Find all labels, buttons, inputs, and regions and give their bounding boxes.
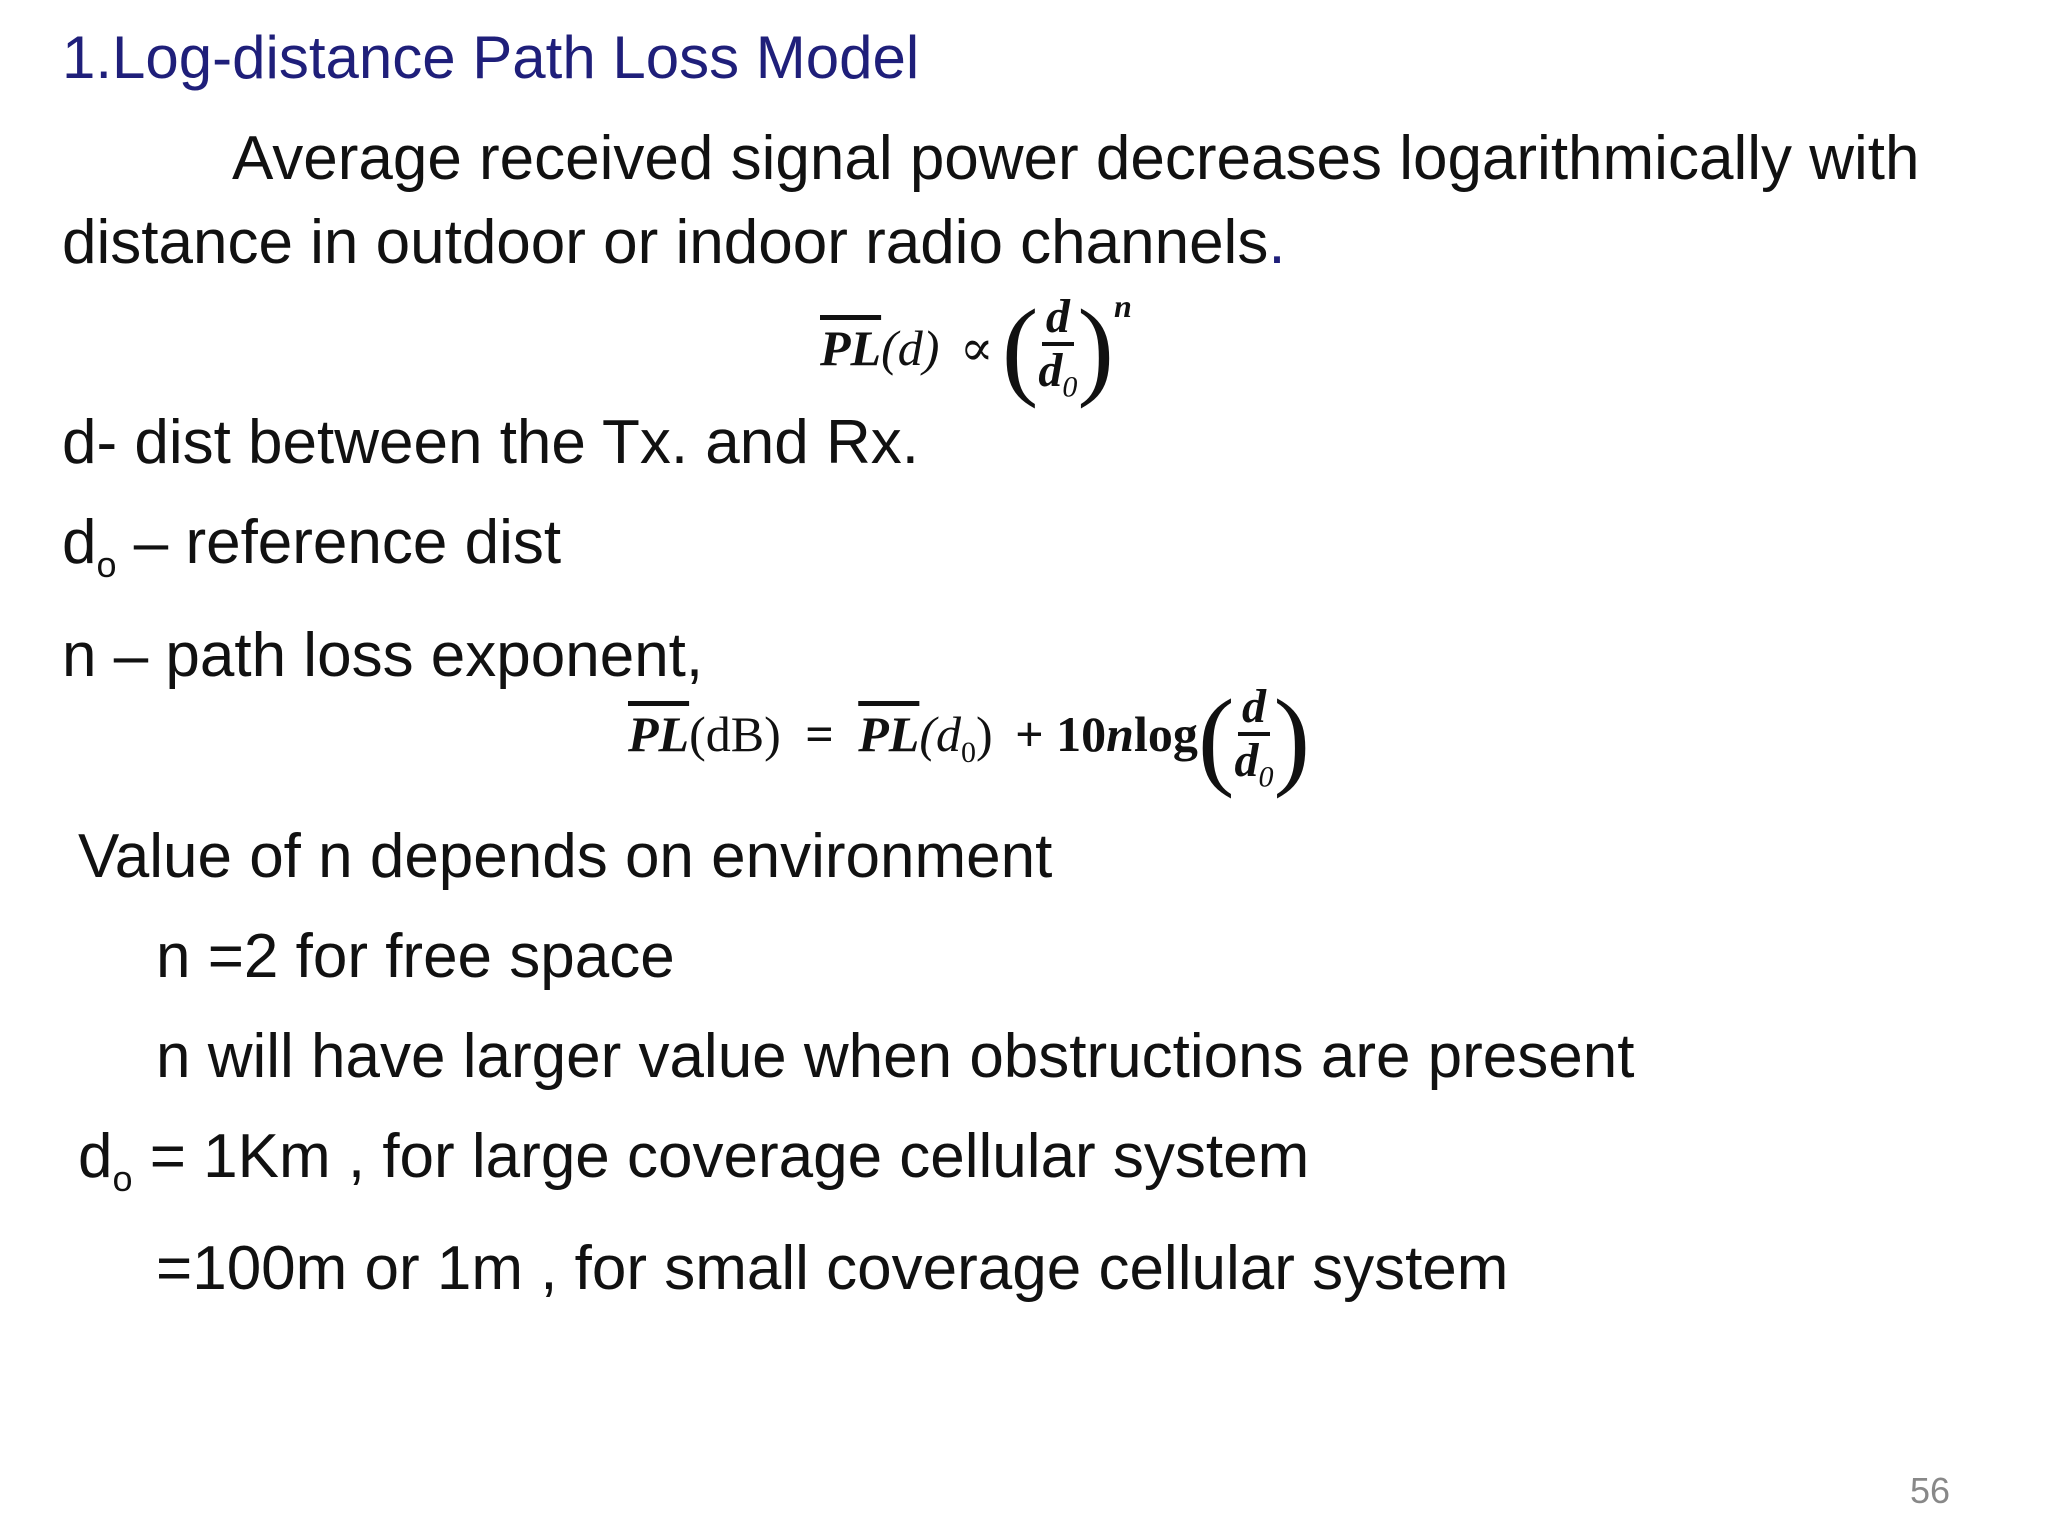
slide-title: 1.Log-distance Path Loss Model	[62, 24, 920, 91]
def-d0-rest: – reference dist	[116, 508, 562, 577]
eq1-den-sub: 0	[1062, 370, 1078, 404]
eq1-arg: (d)	[881, 319, 940, 376]
n-obstructions: n will have larger value when obstructions are present	[156, 1022, 1635, 1091]
eq2-numerator: d	[1238, 682, 1270, 736]
eq1-fraction	[1038, 292, 1077, 403]
intro-line-1: Average received signal power decreases logarithmically with	[232, 124, 1920, 193]
eq2-pl: $\overline{PL}$	[628, 706, 690, 763]
eq2-ref-open: (d	[919, 706, 961, 763]
eq1-den-base: d	[1038, 344, 1063, 398]
n-heading: Value of n depends on environment	[78, 822, 1053, 891]
eq2-ref-close: )	[976, 706, 993, 763]
eq2-denominator	[1235, 736, 1274, 793]
d0-large-rest: = 1Km , for large coverage cellular system	[132, 1122, 1310, 1191]
eq1-denominator	[1038, 346, 1077, 403]
d0-large-base: d	[78, 1122, 113, 1191]
intro-line-2	[62, 208, 1286, 277]
d0-small-coverage: =100m or 1m , for small coverage cellular system	[156, 1234, 1509, 1303]
equation-log-distance: $\overline{PL}(dB) = \overline{PL}(d_0) + 10nlog$( $\frac{d}{d_0}$ )	[628, 676, 1311, 799]
eq2-ref-sub: 0	[961, 736, 976, 770]
intro-line-2-text: distance in outdoor or indoor radio channels	[62, 208, 1269, 277]
eq1-exponent: n	[1114, 288, 1132, 324]
def-d0-base: d	[62, 508, 97, 577]
eq2-den-base: d	[1234, 734, 1259, 788]
equation-proportional: $\overline{PL}(d)$ ∝( $\frac{d}{d_0}$ )$^n$	[820, 286, 1132, 409]
def-d0-sub: o	[96, 544, 117, 585]
eq1-numerator: d	[1042, 292, 1074, 346]
eq2-n: n	[1106, 706, 1134, 763]
eq2-log: log	[1133, 706, 1198, 763]
definition-d: d- dist between the Tx. and Rx.	[62, 408, 919, 477]
d0-large-sub: o	[112, 1158, 133, 1199]
page-number: 56	[1909, 1470, 1950, 1511]
n-free-space: n =2 for free space	[156, 922, 675, 991]
eq2-plus-ten: + 10	[1015, 706, 1107, 763]
definition-d0	[62, 508, 562, 585]
eq1-pl: $\overline{PL}$	[820, 319, 882, 376]
eq2-equals: =	[805, 706, 834, 763]
d0-large-coverage	[78, 1122, 1310, 1199]
eq1-proportional-symbol: ∝	[959, 319, 994, 376]
eq2-pl-ref: $\overline{PL}$	[858, 706, 920, 763]
eq2-db: (dB)	[689, 706, 781, 763]
intro-period: .	[1268, 208, 1286, 277]
definition-n: n – path loss exponent,	[62, 621, 704, 690]
eq2-den-sub: 0	[1258, 760, 1274, 794]
eq2-fraction	[1235, 682, 1274, 793]
